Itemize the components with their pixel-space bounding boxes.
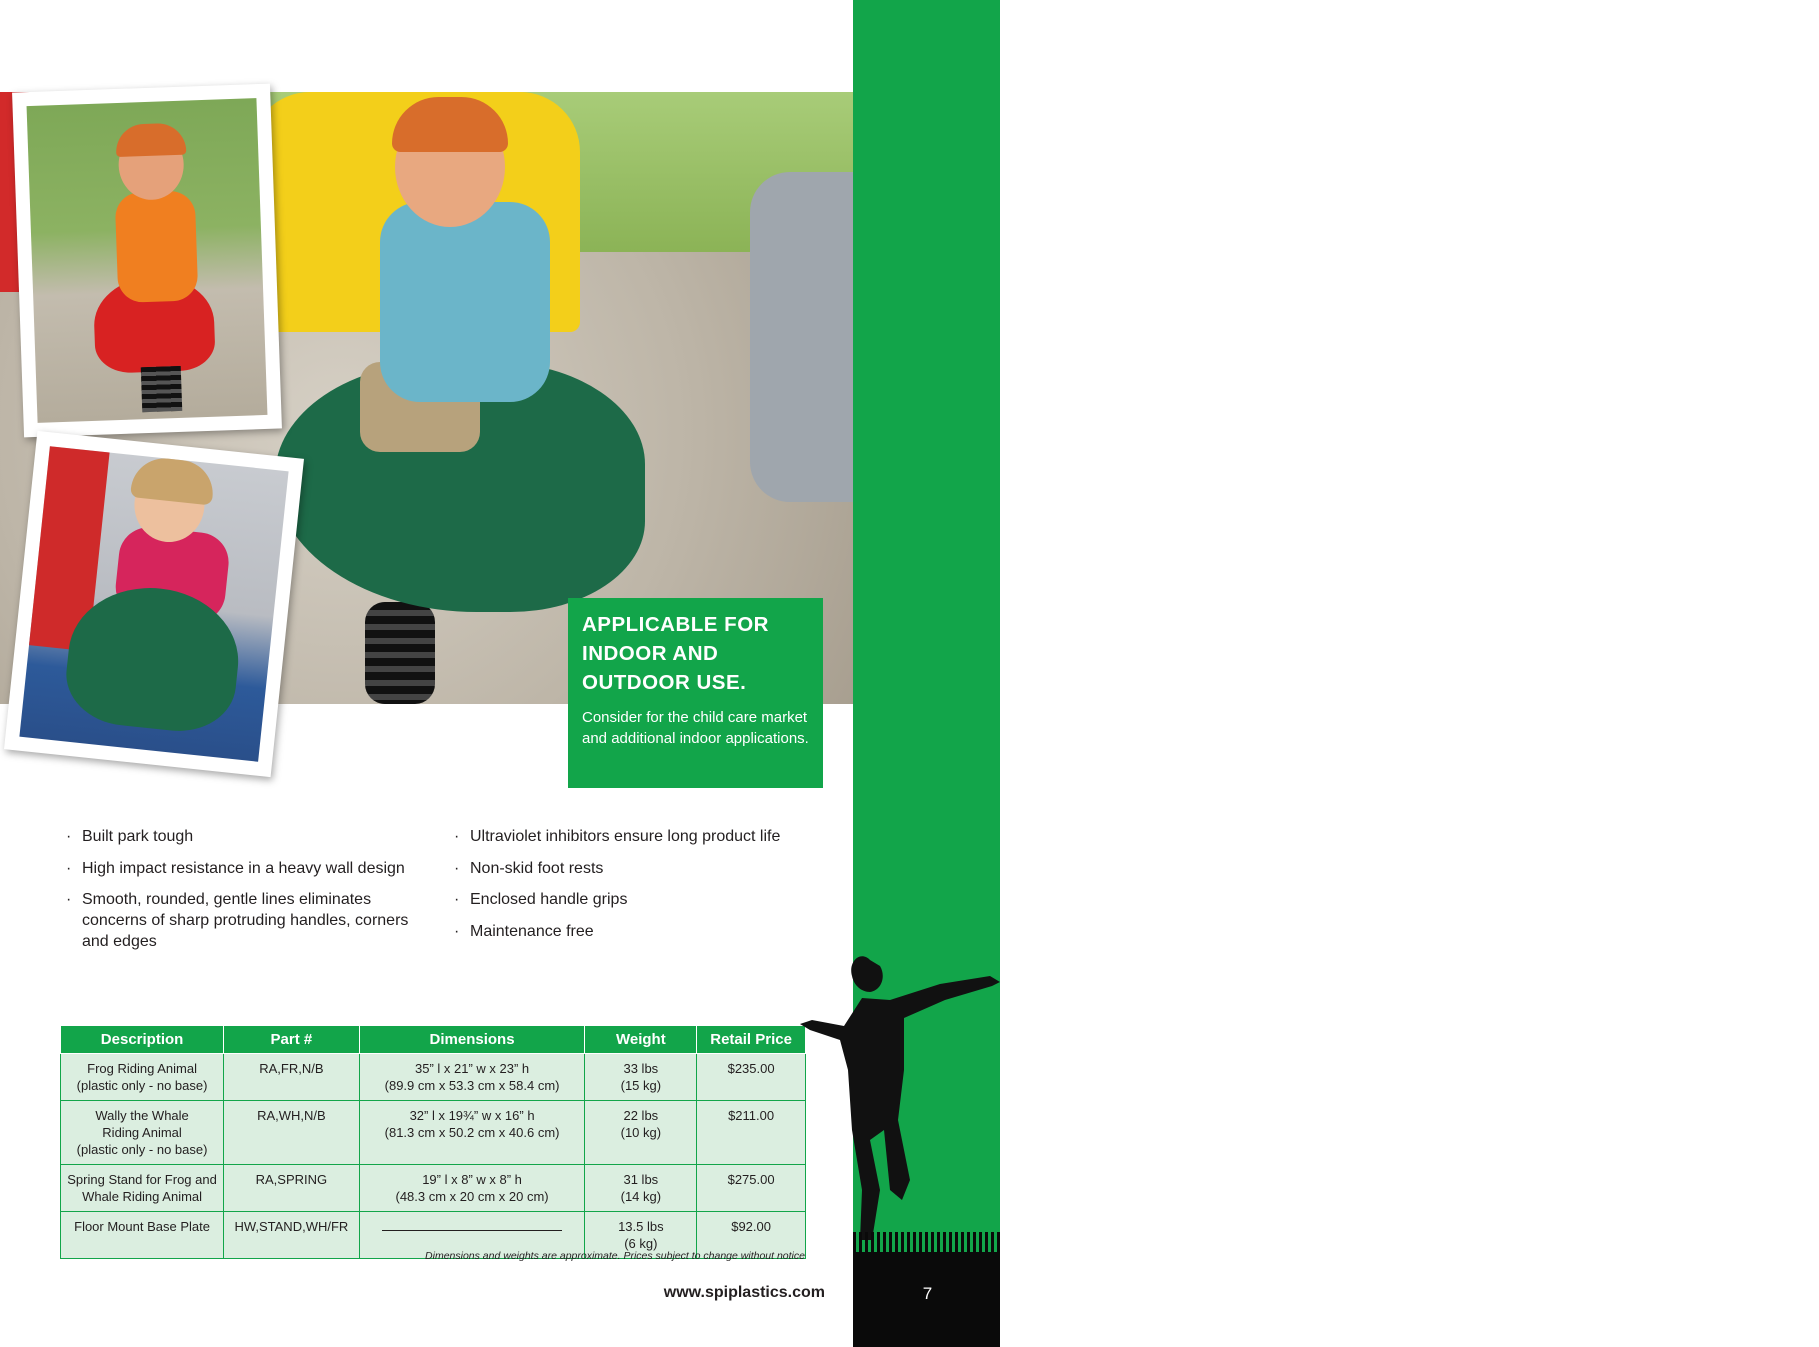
- column-header: Dimensions: [359, 1026, 585, 1054]
- weight-cell: [585, 1101, 697, 1165]
- list-item-text: Enclosed handle grips: [470, 891, 628, 908]
- description-cell-line: (plastic only - no base): [76, 1078, 208, 1093]
- blank-line: [382, 1230, 562, 1231]
- column-header: Part #: [224, 1026, 360, 1054]
- feature-list-right: [454, 826, 784, 952]
- description-cell: [61, 1054, 224, 1101]
- child-silhouette-icon: [800, 940, 1010, 1260]
- price-cell: $92.00: [697, 1212, 806, 1259]
- list-item-text: High impact resistance in a heavy wall design: [82, 859, 405, 877]
- bullet-icon: ·: [454, 828, 460, 845]
- part-cell: HW,STAND,WH/FR: [224, 1212, 360, 1259]
- weight-cell-line: 22 lbs: [623, 1108, 659, 1123]
- list-item: [454, 858, 784, 879]
- bullet-icon: ·: [454, 922, 460, 940]
- dimensions-cell-line: (81.3 cm x 50.2 cm x 40.6 cm): [384, 1125, 560, 1140]
- page-number: 7: [922, 1284, 933, 1303]
- bullet-icon: ·: [454, 891, 460, 908]
- description-cell: [61, 1165, 224, 1212]
- section-title: ACCESSORIES: [1762, 36, 1818, 411]
- weight-cell-line: (6 kg): [624, 1236, 658, 1251]
- description-cell-line: Frog Riding Animal: [87, 1061, 197, 1076]
- list-item-text: Built park tough: [82, 828, 194, 845]
- description-cell: [61, 1101, 224, 1165]
- price-cell: $235.00: [697, 1054, 806, 1101]
- bullet-icon: ·: [66, 859, 72, 877]
- callout-body: Consider for the child care market and additional indoor applications.: [582, 709, 809, 747]
- list-item-text: Non-skid foot rests: [470, 859, 604, 877]
- weight-cell-line: 33 lbs: [623, 1061, 659, 1076]
- table-row: [61, 1101, 806, 1165]
- price-cell: $275.00: [697, 1165, 806, 1212]
- section-subtitle: Riding Animals (1 up): [1712, 36, 1764, 474]
- dimensions-cell: [359, 1101, 585, 1165]
- table-row: [61, 1054, 806, 1101]
- feature-list-left: [66, 826, 416, 963]
- weight-cell: [585, 1054, 697, 1101]
- column-header: Retail Price: [697, 1026, 806, 1054]
- part-cell: RA,FR,N/B: [224, 1054, 360, 1101]
- disclaimer: Dimensions and weights are approximate. Prices subject to change without notice: [425, 1250, 805, 1262]
- callout-headline: APPLICABLE FOR INDOOR AND OUTDOOR USE.: [582, 613, 769, 694]
- list-item: [66, 858, 416, 879]
- description-cell-line: Riding Animal: [102, 1125, 182, 1140]
- weight-cell-line: 31 lbs: [623, 1172, 659, 1187]
- weight-cell-line: (15 kg): [620, 1078, 662, 1093]
- dimensions-cell: [359, 1054, 585, 1101]
- description-cell-line: Wally the Whale: [95, 1108, 189, 1123]
- list-item: [66, 826, 416, 847]
- description-cell-line: Whale Riding Animal: [82, 1189, 203, 1204]
- price-cell: $211.00: [697, 1101, 806, 1165]
- bullet-icon: ·: [66, 891, 72, 908]
- list-item: [454, 826, 784, 847]
- column-header: Description: [61, 1026, 224, 1054]
- list-item: [454, 921, 784, 942]
- website-url: www.spiplastics.com: [663, 1284, 825, 1301]
- description-cell-line: (plastic only - no base): [76, 1142, 208, 1157]
- weight-cell: [585, 1165, 697, 1212]
- weight-cell-line: (14 kg): [620, 1189, 662, 1204]
- dimensions-cell-line: 19” l x 8” w x 8” h: [422, 1172, 522, 1187]
- column-header: Weight: [585, 1026, 697, 1054]
- dimensions-cell-line: (48.3 cm x 20 cm x 20 cm): [395, 1189, 549, 1204]
- description-cell-line: Floor Mount Base Plate: [74, 1219, 210, 1234]
- table-row: [61, 1165, 806, 1212]
- dimensions-cell-line: 35” l x 21” w x 23” h: [414, 1061, 530, 1076]
- description-cell: [61, 1212, 224, 1259]
- weight-cell-line: (10 kg): [620, 1125, 662, 1140]
- callout-box: [568, 598, 823, 788]
- list-item-text: Maintenance free: [470, 922, 594, 940]
- bullet-icon: ·: [66, 828, 72, 845]
- dimensions-cell-line: (89.9 cm x 53.3 cm x 58.4 cm): [384, 1078, 560, 1093]
- bullet-icon: ·: [454, 859, 460, 877]
- pricing-table: [60, 1025, 806, 1259]
- dimensions-cell: [359, 1165, 585, 1212]
- photo-boy-red-rider: [12, 84, 282, 438]
- description-cell-line: Spring Stand for Frog and: [67, 1172, 217, 1187]
- list-item-text: Smooth, rounded, gentle lines eliminates concerns of sharp protruding handles, corners and edges: [82, 891, 409, 950]
- vertical-title: [853, 0, 1818, 520]
- list-item-text: Ultraviolet inhibitors ensure long product life: [470, 828, 781, 845]
- list-item: [66, 889, 416, 952]
- dimensions-cell-line: 32” l x 19¾” w x 16” h: [409, 1108, 535, 1123]
- list-item: [454, 889, 784, 910]
- weight-cell-line: 13.5 lbs: [618, 1219, 664, 1234]
- part-cell: RA,WH,N/B: [224, 1101, 360, 1165]
- photo-girl-frog-rider: [4, 431, 304, 777]
- part-cell: RA,SPRING: [224, 1165, 360, 1212]
